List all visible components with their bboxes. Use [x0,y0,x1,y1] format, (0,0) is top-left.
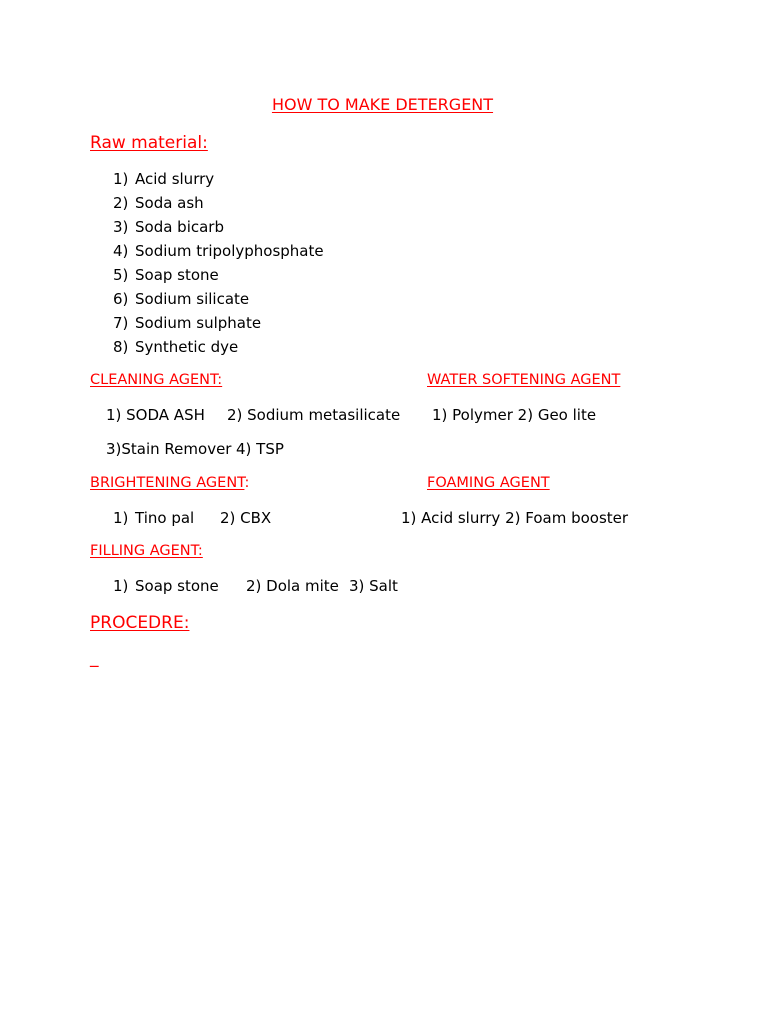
list-item: 4) Sodium tripolyphosphate [113,242,324,260]
cleaning-agent-item-2: 2) Sodium metasilicate [227,406,401,424]
filling-agent-item-2: 2) Dola mite [246,577,339,595]
brightening-agent-heading: BRIGHTENING AGENT: [90,475,250,491]
list-item: 5) Soap stone [113,266,219,284]
water-softening-agent-heading: WATER SOFTENING AGENT [427,372,621,388]
cleaning-agent-heading: CLEANING AGENT: [90,372,223,388]
foaming-agent-items: 1) Acid slurry 2) Foam booster [401,509,629,527]
filling-agent-heading: FILLING AGENT: [90,543,203,559]
text-cursor: _ [90,648,99,668]
list-item: 3) Soda bicarb [113,218,224,236]
filling-agent-item-3: 3) Salt [349,577,398,595]
cleaning-agent-item-4: 4) TSP [236,440,284,458]
document-title: HOW TO MAKE DETERGENT [271,95,494,114]
cleaning-agent-item-3: 3)Stain Remover [106,440,232,458]
cleaning-agent-item-1: 1) SODA ASH [106,406,205,424]
list-item: 1) Acid slurry [113,170,215,188]
brightening-agent-item-1: 1) Tino pal [113,509,195,527]
list-item: 6) Sodium silicate [113,290,250,308]
filling-agent-item-1: 1) Soap stone [113,577,219,595]
list-item: 2) Soda ash [113,194,204,212]
procedure-heading: PROCEDRE: [90,613,190,633]
foaming-agent-heading: FOAMING AGENT [427,475,550,491]
list-item: 8) Synthetic dye [113,338,239,356]
list-item: 7) Sodium sulphate [113,314,262,332]
brightening-agent-item-2: 2) CBX [220,509,272,527]
raw-material-heading: Raw material: [90,133,208,153]
water-softening-items: 1) Polymer 2) Geo lite [432,406,597,424]
